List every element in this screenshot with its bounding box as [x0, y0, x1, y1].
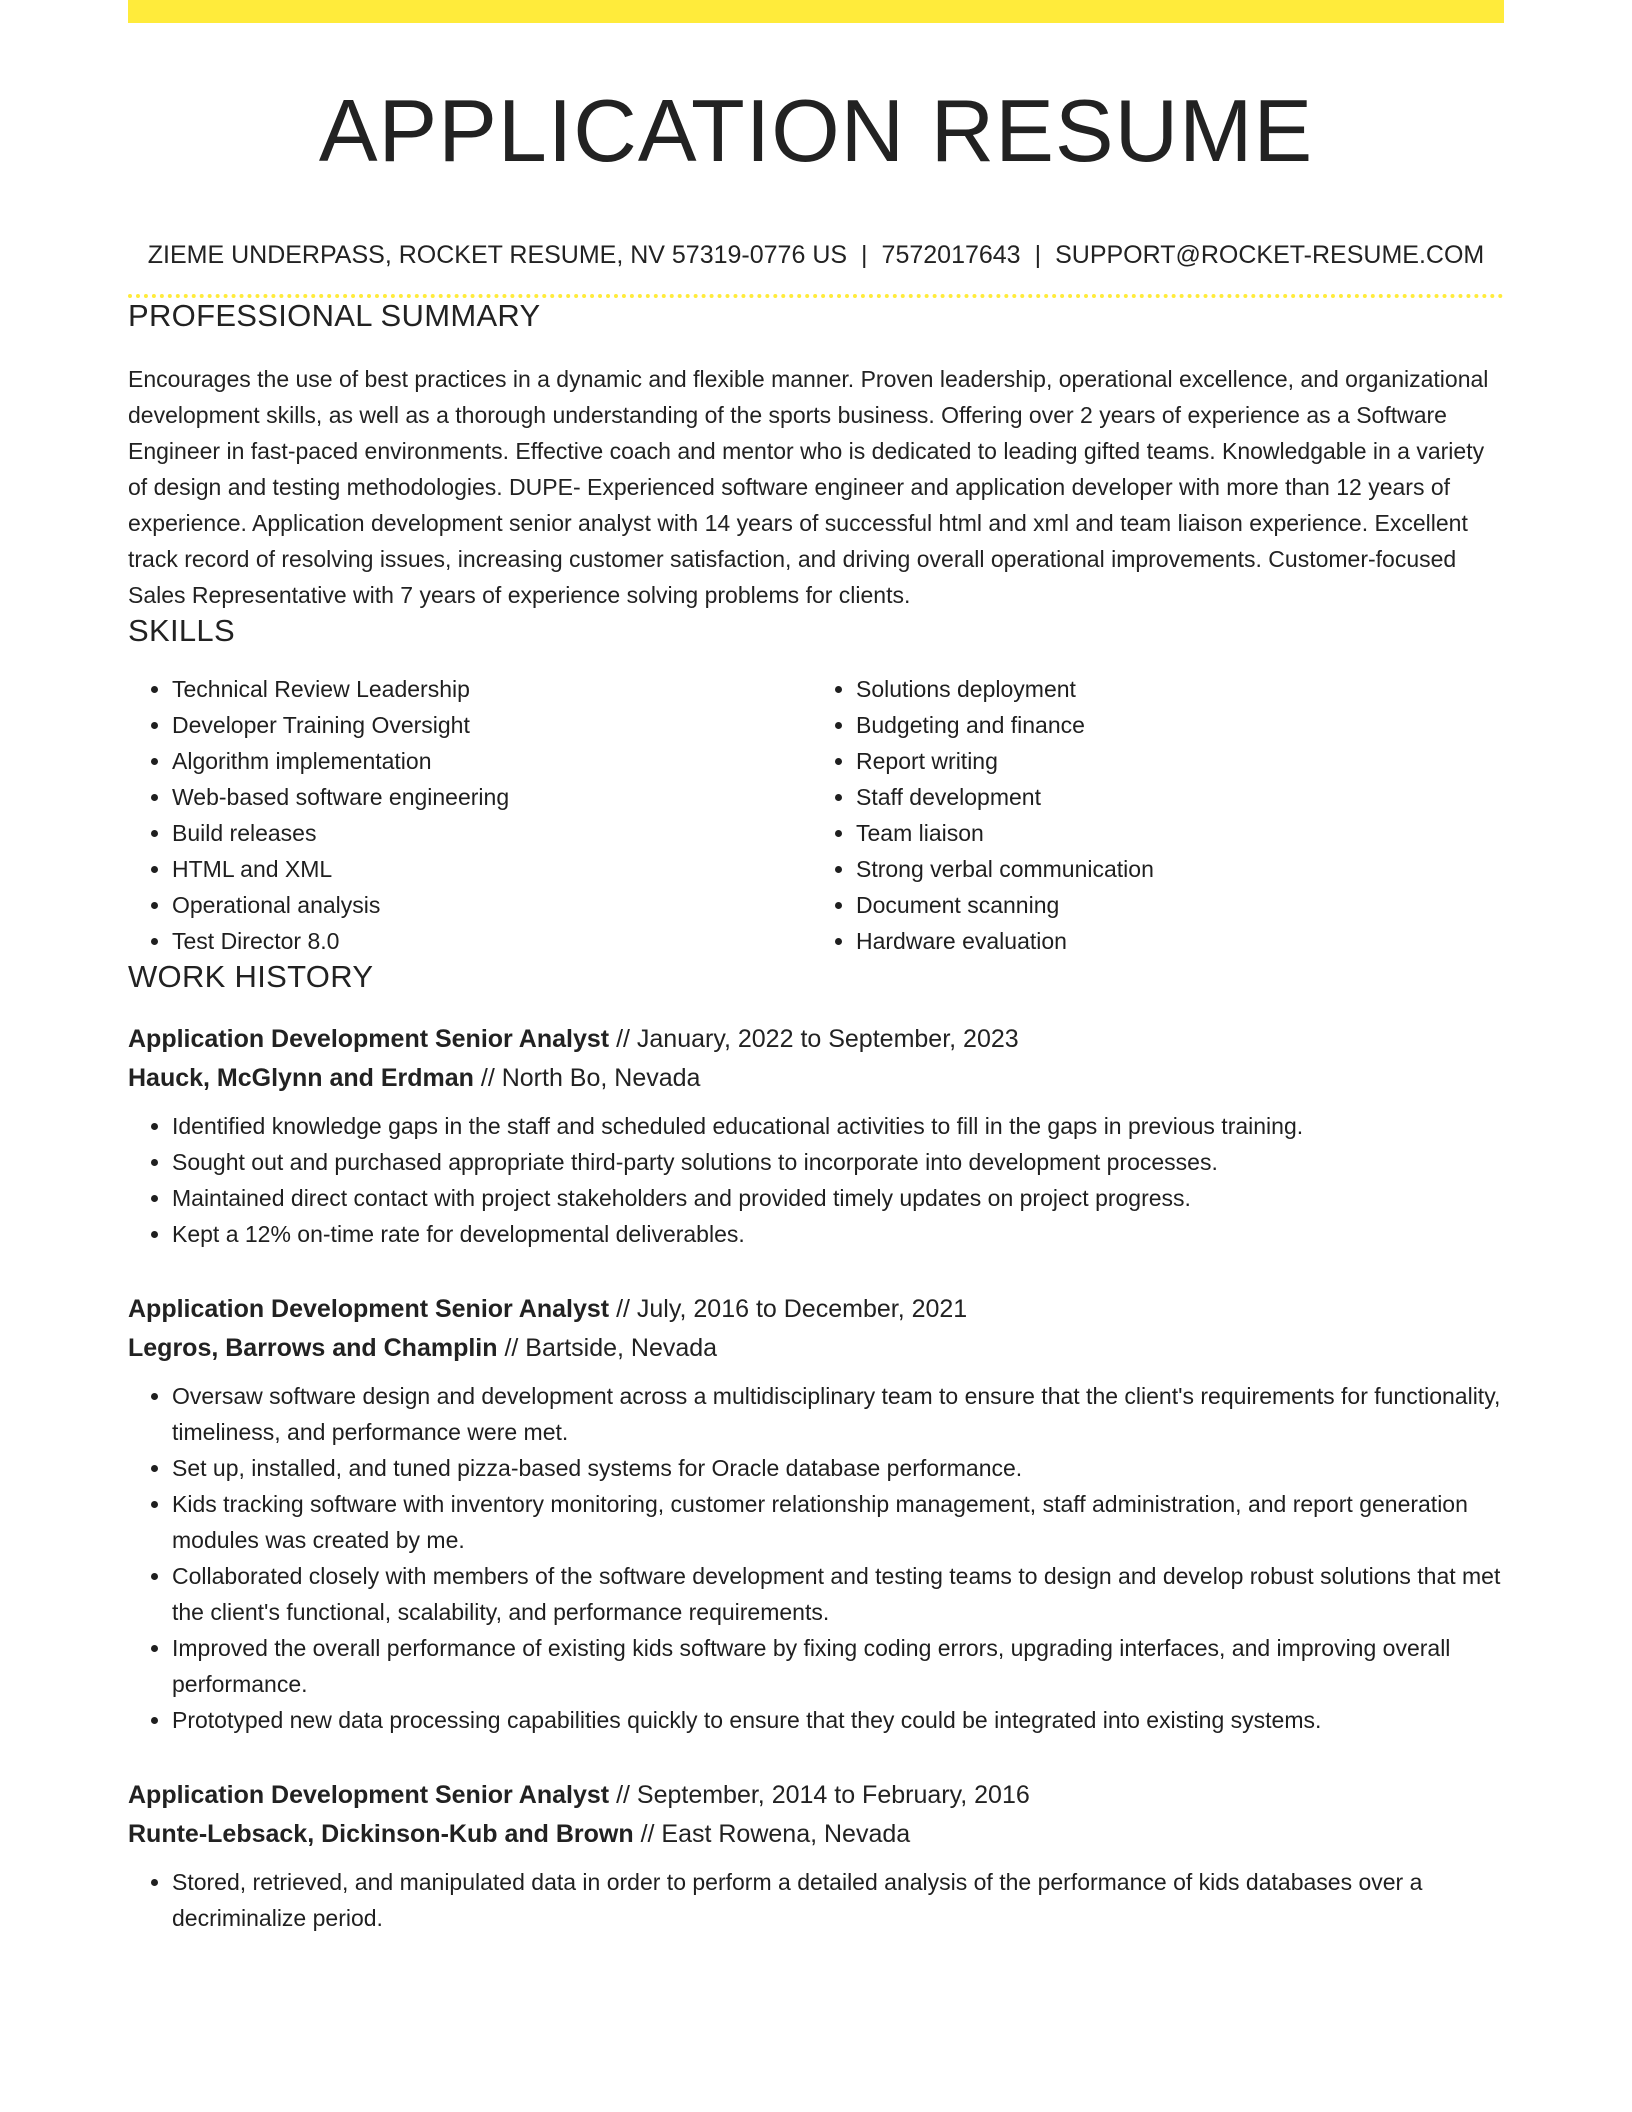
- summary-heading: PROFESSIONAL SUMMARY: [128, 298, 541, 333]
- job-bullets: [128, 1378, 1504, 1738]
- job-title-line: [128, 1290, 1504, 1329]
- skill-item: • Test Director 8.0: [172, 923, 806, 959]
- skill-item: • Solutions deployment: [856, 671, 1498, 707]
- accent-bar: [128, 0, 1504, 23]
- skill-item: • Budgeting and finance: [856, 707, 1498, 743]
- skill-item: • Web-based software engineering: [172, 779, 806, 815]
- address: ZIEME UNDERPASS, ROCKET RESUME, NV 57319-0776 US: [147, 241, 848, 269]
- job-dates: // January, 2022 to September, 2023: [616, 1025, 1019, 1053]
- job-title-line: [128, 1776, 1504, 1815]
- job-company-line: [128, 1059, 1504, 1098]
- skill-item: • Document scanning: [856, 887, 1498, 923]
- skills-heading: SKILLS: [128, 613, 235, 648]
- job-title: Application Development Senior Analyst: [128, 1295, 610, 1323]
- job-bullet: • Kids tracking software with inventory monitoring, customer relationship management, staff administration, and report generation modules was created by me.: [172, 1486, 1504, 1558]
- skills-column-1: [128, 671, 806, 959]
- skill-item: • Strong verbal communication: [856, 851, 1498, 887]
- skill-item: • Operational analysis: [172, 887, 806, 923]
- skill-item: • Staff development: [856, 779, 1498, 815]
- job-bullet: • Identified knowledge gaps in the staff and scheduled educational activities to fill in the gaps in previous training.: [172, 1108, 1504, 1144]
- job-bullet: • Maintained direct contact with project stakeholders and provided timely updates on project progress.: [172, 1180, 1504, 1216]
- job-entry: [128, 1020, 1504, 1252]
- job-bullet: • Stored, retrieved, and manipulated data in order to perform a detailed analysis of the performance of kids databases over a decriminalize period.: [172, 1864, 1504, 1936]
- job-bullet: • Collaborated closely with members of the software development and testing teams to design and develop robust solutions that met the client's functional, scalability, and performance requirements.: [172, 1558, 1504, 1630]
- job-company-line: [128, 1329, 1504, 1368]
- job-bullet: • Oversaw software design and development across a multidisciplinary team to ensure that the client's requirements for functionality, timeliness, and performance were met.: [172, 1378, 1504, 1450]
- skill-item: • Team liaison: [856, 815, 1498, 851]
- job-title-line: [128, 1020, 1504, 1059]
- job-entry: [128, 1290, 1504, 1738]
- work-history-heading: WORK HISTORY: [128, 959, 374, 994]
- skills-column-2: [806, 671, 1498, 959]
- job-title: Application Development Senior Analyst: [128, 1781, 610, 1809]
- job-bullet: • Prototyped new data processing capabilities quickly to ensure that they could be integrated into existing systems.: [172, 1702, 1504, 1738]
- phone: 7572017643: [881, 241, 1021, 269]
- skill-item: • Algorithm implementation: [172, 743, 806, 779]
- skill-item: • Developer Training Oversight: [172, 707, 806, 743]
- job-company: Hauck, McGlynn and Erdman: [128, 1064, 474, 1092]
- contact-separator: |: [861, 241, 868, 269]
- skill-item: • Technical Review Leadership: [172, 671, 806, 707]
- job-bullets: [128, 1864, 1504, 1936]
- email: SUPPORT@ROCKET-RESUME.COM: [1055, 241, 1485, 269]
- resume-page: [128, 0, 1504, 1936]
- skills-grid: [128, 671, 1504, 959]
- job-company-line: [128, 1815, 1504, 1854]
- job-bullet: • Improved the overall performance of existing kids software by fixing coding errors, upgrading interfaces, and improving overall performance.: [172, 1630, 1504, 1702]
- page-title: APPLICATION RESUME: [318, 81, 1314, 180]
- contact-line: [128, 239, 1504, 271]
- skill-item: • HTML and XML: [172, 851, 806, 887]
- job-entry: [128, 1776, 1504, 1936]
- job-bullet: • Sought out and purchased appropriate third-party solutions to incorporate into development processes.: [172, 1144, 1504, 1180]
- job-bullets: [128, 1108, 1504, 1252]
- job-title: Application Development Senior Analyst: [128, 1025, 610, 1053]
- job-location: // North Bo, Nevada: [480, 1064, 701, 1092]
- skill-item: • Report writing: [856, 743, 1498, 779]
- job-company: Legros, Barrows and Champlin: [128, 1334, 498, 1362]
- job-dates: // September, 2014 to February, 2016: [616, 1781, 1030, 1809]
- job-bullet: • Kept a 12% on-time rate for developmental deliverables.: [172, 1216, 1504, 1252]
- job-company: Runte-Lebsack, Dickinson-Kub and Brown: [128, 1820, 634, 1848]
- job-location: // East Rowena, Nevada: [640, 1820, 911, 1848]
- contact-separator: |: [1034, 241, 1042, 269]
- skill-item: • Build releases: [172, 815, 806, 851]
- job-bullet: • Set up, installed, and tuned pizza-based systems for Oracle database performance.: [172, 1450, 1504, 1486]
- skill-item: • Hardware evaluation: [856, 923, 1498, 959]
- job-dates: // July, 2016 to December, 2021: [616, 1295, 968, 1323]
- summary-text: Encourages the use of best practices in a dynamic and flexible manner. Proven leadership, operational excellence, and organizational development skills, as well as a thorough understanding of the sports business. Offering over 2 years of experience as a Software Engineer in fast-paced environments. Effective coach and mentor who is dedicated to leading gifted teams. Knowledgable in a variety of design and testing methodologies. DUPE- Experienced software engineer and application developer with more than 12 years of experience. Application development senior analyst with 14 years of successful html and xml and team liaison experience. Excellent track record of resolving issues, increasing customer satisfaction, and driving overall operational improvements. Customer-focused Sales Representative with 7 years of experience solving problems for clients.: [128, 366, 1489, 608]
- job-location: // Bartside, Nevada: [504, 1334, 718, 1362]
